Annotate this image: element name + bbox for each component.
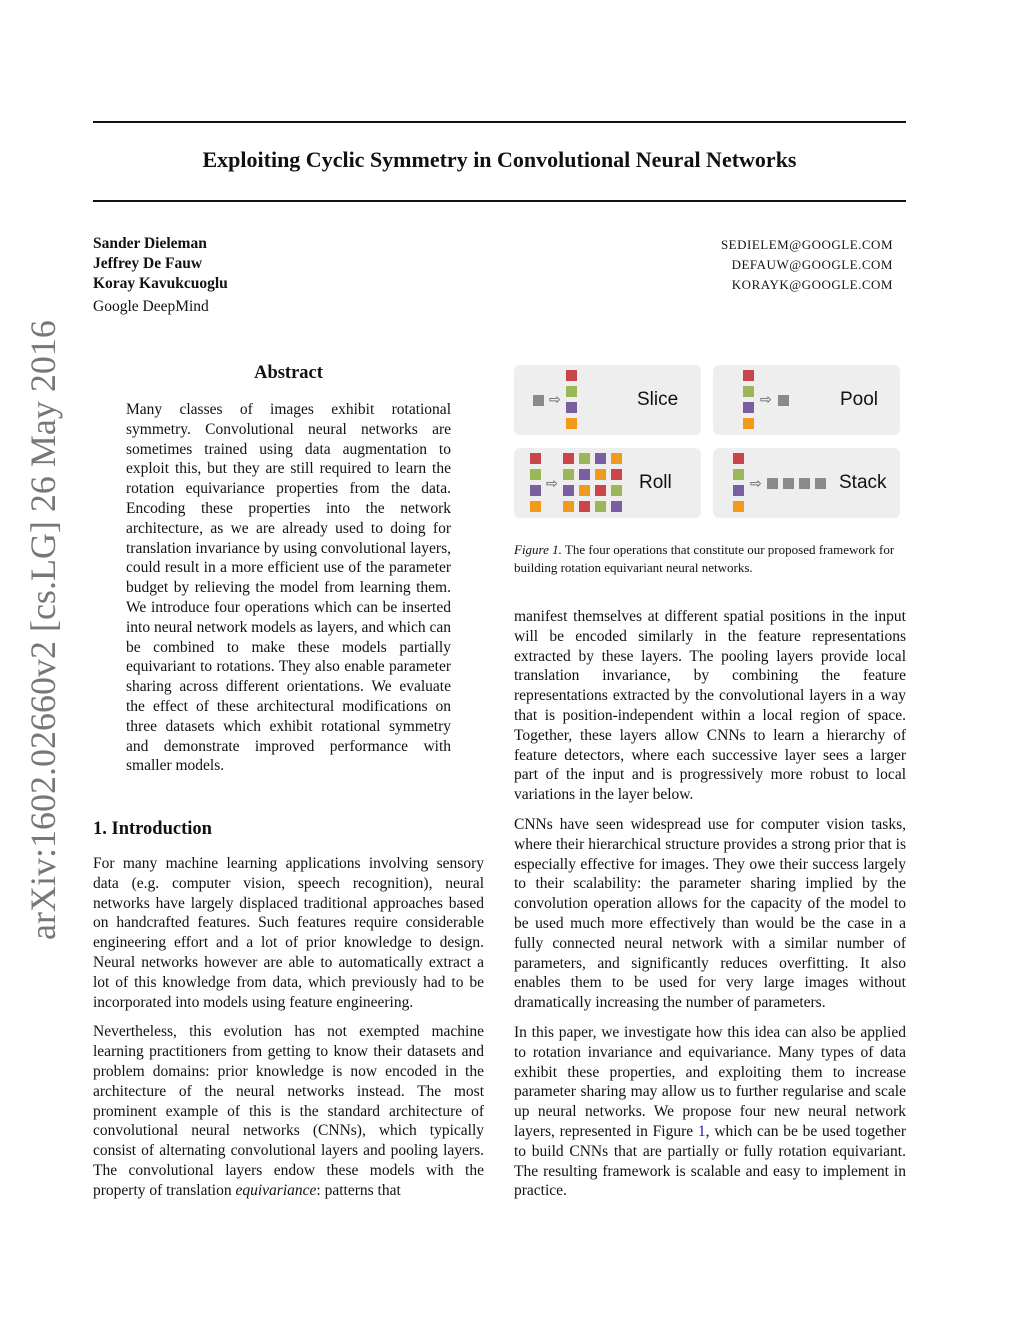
roll-arrow-icon: ⇨ <box>546 476 558 492</box>
stack-output-square <box>799 478 810 489</box>
slice-output-square <box>566 386 577 397</box>
introduction-heading: 1. Introduction <box>93 819 212 839</box>
intro-paragraph-5-start: In this paper, we investigate how this idea can also be applied to rotation invariance and equivariance. Many types of data exhibit these properties, and exploiting them to increase parameter sharing may allow us to further regularise and scale up neural networks. We propose four new neural network layers, represented in Figure <box>514 1023 906 1140</box>
intro-paragraph-2-end: : patterns that <box>316 1181 401 1199</box>
roll-grid-square <box>611 485 622 496</box>
roll-grid-square <box>595 469 606 480</box>
pool-input-square <box>743 370 754 381</box>
pool-output-square <box>778 395 789 406</box>
intro-paragraph-4: CNNs have seen widespread use for computer vision tasks, where their hierarchical structure provides a strong prior that is especially effective for images. They owe their success largely to their scalability: the parameter sharing implied by the convolution operation allows for the capacity of the model to be used much more effectively than would be the case in a fully connected neural network with a similar number of parameters, and significantly reduces overfitting. It also enables them to be used for very large images without dramatically increasing the number of parameters. <box>514 815 906 1012</box>
figure-reference-link[interactable]: 1 <box>697 1122 706 1140</box>
roll-grid-square <box>563 469 574 480</box>
roll-input-square <box>530 501 541 512</box>
roll-grid-square <box>595 453 606 464</box>
intro-paragraph-2 <box>93 1022 484 1200</box>
top-rule <box>93 121 906 123</box>
roll-grid-square <box>611 501 622 512</box>
author-email[interactable]: KORAYK@GOOGLE.COM <box>731 277 893 292</box>
slice-output-square <box>566 418 577 429</box>
roll-grid-square <box>579 501 590 512</box>
author-name: Jeffrey De Fauw <box>93 255 203 272</box>
paper-title: Exploiting Cyclic Symmetry in Convolutional Neural Networks <box>202 147 797 172</box>
stack-input-square <box>733 485 744 496</box>
author-email[interactable]: DEFAUW@GOOGLE.COM <box>731 257 893 272</box>
pool-input-square <box>743 418 754 429</box>
author-email[interactable]: SEDIELEM@GOOGLE.COM <box>720 237 893 252</box>
figure-caption <box>514 541 906 577</box>
abstract-text: Many classes of images exhibit rotational symmetry. Convolutional neural networks are sometimes trained using data augmentation to exploit this, but they are still required to learn the rotation equivariance properties from the data. Encoding these properties into the network architecture, as we are already used to doing for translation invariance by using convolutional layers, could result in a more efficient use of the parameter budget by relieving the model from learning them. We introduce four operations which can be inserted into neural network models as layers, and which can be combined to make these models partially equivariant to rotations. They also enable parameter sharing across different orientations. We evaluate the effect of these architectural modifications on three datasets which exhibit rotational symmetry and demonstrate improved performance with smaller models. <box>126 401 451 775</box>
input-square <box>533 395 544 406</box>
roll-grid-square <box>579 453 590 464</box>
slice-arrow-icon: ⇨ <box>549 392 561 408</box>
intro-paragraph-1: For many machine learning applications involving sensory data (e.g. computer vision, speech recognition), neural networks have largely displaced traditional approaches based on handcrafted features. Such features require considerable engineering effort and a lot of prior knowledge to design. Neural networks however are able to automatically extract a lot of this knowledge from data, which previously had to be incorporated into models using feature engineering. <box>93 855 484 1011</box>
abstract-heading: Abstract <box>254 363 323 383</box>
pool-label: Pool <box>840 389 879 410</box>
roll-grid-square <box>563 485 574 496</box>
intro-paragraph-3: manifest themselves at different spatial positions in the input will be encoded similarly in the feature representations extracted by these layers. The pooling layers provide local translation invariance, by combining the feature representations extracted by the convolutional layers in a way that is position-independent within a local region of space. Together, these layers allow CNNs to learn a hierarchy of feature detectors, where each successive layer sees a larger part of the input and is progressively more robust to local variations in the layer below. <box>514 608 906 804</box>
pool-arrow-icon: ⇨ <box>760 392 772 408</box>
stack-input-square <box>733 501 744 512</box>
stack-output-square <box>783 478 794 489</box>
roll-grid-square <box>611 469 622 480</box>
author-list <box>93 234 228 317</box>
pool-input-square <box>743 386 754 397</box>
roll-grid-square <box>595 501 606 512</box>
stack-output-square <box>815 478 826 489</box>
roll-input-square <box>530 485 541 496</box>
roll-grid-square <box>579 485 590 496</box>
intro-paragraph-5 <box>514 1023 906 1201</box>
roll-grid-square <box>595 485 606 496</box>
roll-panel <box>514 448 701 518</box>
caption-label: Figure 1. <box>514 542 562 557</box>
stack-label: Stack <box>839 472 887 493</box>
roll-input-square <box>530 469 541 480</box>
roll-grid-square <box>563 501 574 512</box>
roll-label: Roll <box>639 472 672 493</box>
stack-input-square <box>733 469 744 480</box>
author-name: Sander Dieleman <box>93 235 207 252</box>
stack-input-square <box>733 453 744 464</box>
intro-paragraph-2-start: Nevertheless, this evolution has not exempted machine learning practitioners from getting to know their datasets and problem domains: prior knowledge is now encoded in the architecture of the neural networks instead. The most prominent example of this is the standard architecture of convolutional neural networks (CNNs), which typically consist of alternating convolutional layers and pooling layers. The convolutional layers endow these models with the property of translation <box>93 1023 484 1199</box>
emphasis-equivariance: equivariance <box>235 1181 317 1199</box>
roll-grid-square <box>563 453 574 464</box>
stack-arrow-icon: ⇨ <box>750 476 762 492</box>
affiliation: Google DeepMind <box>93 298 209 315</box>
roll-grid-square <box>579 469 590 480</box>
pool-input-square <box>743 402 754 413</box>
intro-paragraph-5-end: , which can be be used together to build CNNs that are partially or fully rotation equivariant. The resulting framework is scalable and easy to implement in practice. <box>514 1122 907 1200</box>
left-column-body <box>93 854 484 1211</box>
caption-text: The four operations that constitute our proposed framework for building rotation equivariant neural networks. <box>514 542 895 575</box>
slice-label: Slice <box>637 389 679 410</box>
figure-1 <box>514 365 902 520</box>
slice-output-square <box>566 370 577 381</box>
slice-output-square <box>566 402 577 413</box>
email-list <box>721 235 893 295</box>
arxiv-identifier: arXiv:1602.02660v2 [cs.LG] 26 May 2016 <box>23 320 63 940</box>
right-column-body <box>514 607 906 1211</box>
title-bottom-rule <box>93 200 906 202</box>
stack-output-square <box>767 478 778 489</box>
roll-input-square <box>530 453 541 464</box>
roll-grid-square <box>611 453 622 464</box>
author-name: Koray Kavukcuoglu <box>93 275 228 292</box>
